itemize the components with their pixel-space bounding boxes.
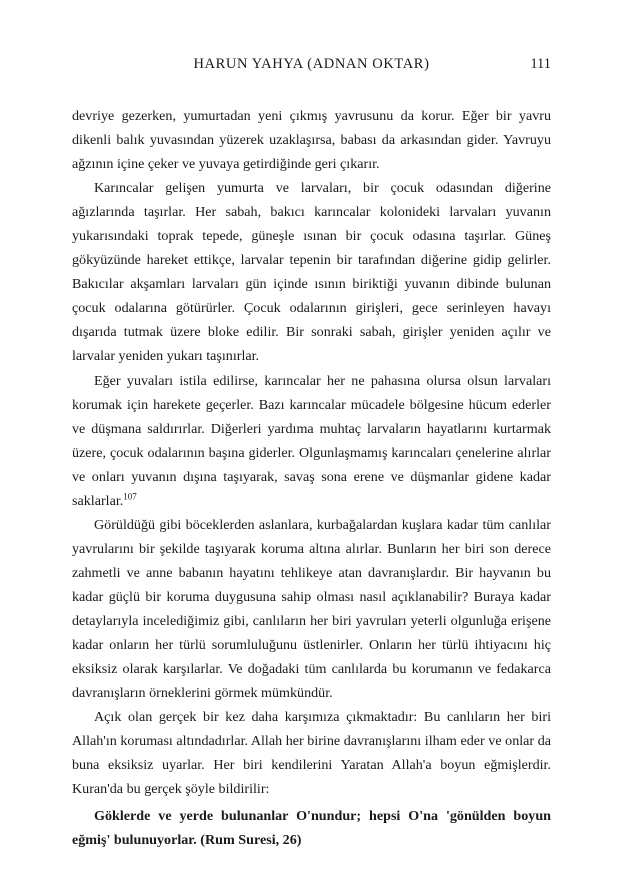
footnote-marker: 107 (123, 491, 137, 502)
quran-quote: Göklerde ve yerde bulunanlar O'nundur; hepsi O'na 'gönülden boyun eğmiş' bulunuyorlar. (Rum Suresi, 26) (72, 808, 551, 849)
running-head-title: HARUN YAHYA (ADNAN OKTAR) (193, 56, 430, 72)
paragraph: Açık olan gerçek bir kez daha karşımıza çıkmaktadır: Bu canlıların her biri Allah'ın koruması altındadırlar. Allah her birine davranışlarını ilham eder ve onlar da buna eksiksiz uyarlar. Her biri kendilerini Yaratan Allah'a boyun eğmişlerdir. Kuran'da bu gerçek şöyle bildirilir: (72, 709, 551, 798)
paragraph: Görüldüğü gibi böceklerden aslanlara, kurbağalardan kuşlara kadar tüm canlılar yavrularını bir şekilde taşıyarak koruma altına alırlar. Bunların her biri son derece zahmetli ve anne babanın hayatını tehlikeye atan davranışlardır. Bir hayvanın bu kadar güçlü bir koruma duygusuna sahip olması nasıl açıklanabilir? Buraya kadar detaylarıyla incelediğimiz gibi, canlıların her biri yavruları yeterli olgunluğa erişene kadar onların her türlü sorumluluğunu üstlenirler. Onların her türlü ihtiyacını hiç eksiksiz olarak karşılarlar. Ve doğadaki tüm canlılarda bu korumanın ve fedakarca davranışların örneklerini görmek mümkündür. (72, 516, 551, 702)
page-number: 111 (530, 56, 551, 72)
paragraph-text: Eğer yuvaları istila edilirse, karıncalar her ne pahasına olursa olsun larvaları korumak için harekete geçerler. Bazı karıncalar mücadele bölgesine hücum ederler ve düşmana saldırırlar. Diğerleri yardıma muhtaç larvaların hayatlarını kurtarmak üzere, çocuk odalarının başına giderler. Olgunlaşmamış karıncaları çenelerine alırlar ve onları yuvanın dışına taşıyarak, savaş sona erene ve düşmanlar gidene kadar saklarlar. (72, 372, 551, 509)
page-body (72, 104, 551, 852)
page-header (72, 56, 551, 78)
paragraph: devriye gezerken, yumurtadan yeni çıkmış yavrusunu da korur. Eğer bir yavru dikenli balık yuvasından yüzerek uzaklaşırsa, babası da arkasından gider. Yavruyu ağzının içine çeker ve yuvaya getirdiğinde geri çıkarır. (72, 108, 551, 173)
paragraph: Karıncalar gelişen yumurta ve larvaları, bir çocuk odasından diğerine ağızlarında taşırlar. Her sabah, bakıcı karıncalar kolonideki larvaları yuvanın yukarısındaki toprak tepede, güneşle ısınan bir çocuk odasına taşırlar. Güneş gökyüzünde hareket ettikçe, larvalar tepenin bir tarafından diğerine gidip gelirler. Bakıcılar akşamları larvaları gün içinde ısının biriktiği yuvanın dibinde bulunan çocuk odalarına götürürler. Çocuk odalarının girişleri, gece serinleyen havayı dışarıda tutmak üzere bloke edilir. Bir sonraki sabah, girişler yeniden açılır ve larvalar yeniden yukarı taşınırlar. (72, 180, 551, 365)
paragraph (72, 369, 551, 513)
